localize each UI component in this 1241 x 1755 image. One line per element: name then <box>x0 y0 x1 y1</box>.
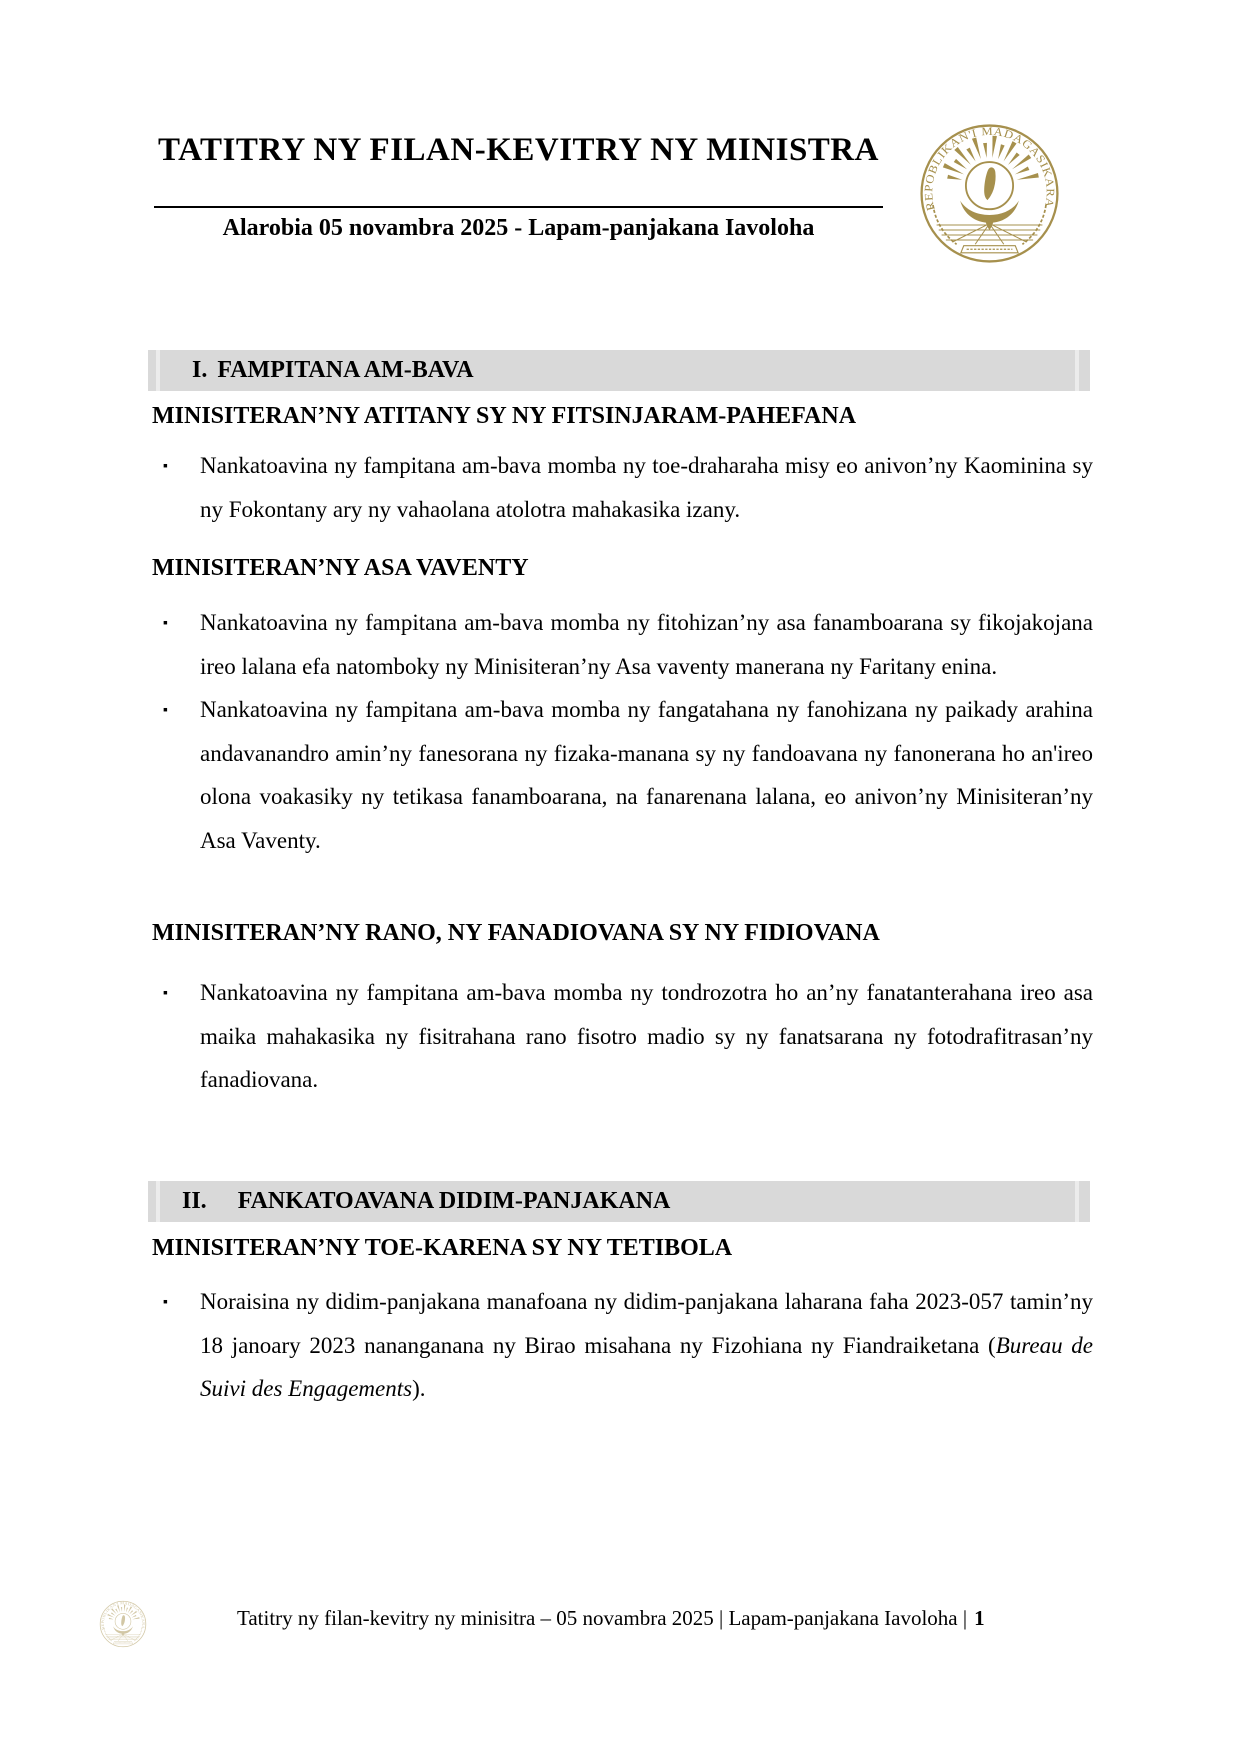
bullet-marker: ▪ <box>163 459 168 474</box>
section-2-title: FANKATOAVANA DIDIM-PANJAKANA <box>237 1188 671 1214</box>
section-2-bar <box>148 1181 1090 1222</box>
list-item <box>152 1280 1093 1411</box>
bullet-text: Nankatoavina ny fampitana am-bava momba ny toe-draharaha misy eo anivon’ny Kaominina sy ny Fokontany ary ny vahaolana atolotra mahakasika izany. <box>200 453 1093 522</box>
bullet-text: Nankatoavina ny fampitana am-bava momba ny fangatahana ny fanohizana ny paikady arahina andavanandro amin’ny fanesorana ny fizaka-manana sy ny fandoavana ny fanonerana ho an'ireo olona voakasiky ny tetikasa fanamboarana, na fanarenana lalana, eo anivon’ny Minisiteran’ny Asa Vaventy. <box>200 697 1093 853</box>
bullet-text: Nankatoavina ny fampitana am-bava momba ny fitohizan’ny asa fanamboarana sy fikojakojana ireo lalana efa natomboky ny Minisiteran’ny Asa vaventy manerana ny Faritany enina. <box>200 610 1093 679</box>
bullet-text-prefix: Noraisina ny didim-panjakana manafoana ny didim-panjakana laharana faha 2023-057 tamin’ny 18 janoary 2023 nananganana ny Birao misahana ny Fizohiana ny Fiandraiketana ( <box>200 1289 1093 1358</box>
ministry-heading-rano: MINISITERAN’NY RANO, NY FANADIOVANA SY NY FIDIOVANA <box>152 920 880 946</box>
list-item <box>152 444 1093 531</box>
title-divider <box>154 206 883 208</box>
madagascar-seal-icon <box>918 122 1061 265</box>
bullet-list <box>152 1280 1093 1411</box>
bullet-text-italic: Bureau de Suivi des Engagements <box>200 1332 1093 1401</box>
document-title: TATITRY NY FILAN-KEVITRY NY MINISTRA <box>158 132 879 168</box>
bar-notch <box>156 1181 160 1222</box>
ministry-heading-asa-vaventy: MINISITERAN’NY ASA VAVENTY <box>152 555 529 581</box>
ministry-heading-toe-karena: MINISITERAN’NY TOE-KARENA SY NY TETIBOLA <box>152 1235 733 1261</box>
section-1-bar <box>148 350 1090 391</box>
bar-notch <box>156 350 160 391</box>
bullet-marker: ▪ <box>163 703 168 718</box>
madagascar-seal-icon-small <box>99 1600 147 1648</box>
bullet-text: Nankatoavina ny fampitana am-bava momba ny tondrozotra ho an’ny fanatanterahana ireo asa maika mahakasika ny fisitrahana rano fisotro madio sy ny fanatsarana ny fotodrafitrasan’ny fanadiovana. <box>200 980 1093 1092</box>
bullet-list <box>152 444 1093 531</box>
bullet-text <box>200 1289 1093 1401</box>
bar-notch <box>1075 350 1079 391</box>
footer-caption: Tatitry ny filan-kevitry ny minisitra – 05 novambra 2025 | Lapam-panjakana Iavoloha | <box>237 1606 968 1630</box>
footer <box>237 1604 985 1632</box>
section-1-number: I. <box>192 357 208 383</box>
ministry-heading-atitany: MINISITERAN’NY ATITANY SY NY FITSINJARAM-PAHEFANA <box>152 403 857 429</box>
list-item <box>152 601 1093 688</box>
section-2-number: II. <box>182 1188 207 1214</box>
bullet-marker: ▪ <box>163 986 168 1001</box>
bullet-marker: ▪ <box>163 616 168 631</box>
document-subtitle: Alarobia 05 novambra 2025 - Lapam-panjakana Iavoloha <box>222 215 815 241</box>
bullet-marker: ▪ <box>163 1295 168 1310</box>
bullet-list <box>152 601 1093 862</box>
page-number: 1 <box>974 1606 985 1630</box>
list-item <box>152 971 1093 1102</box>
section-1-title: FAMPITANA AM-BAVA <box>217 357 474 383</box>
bullet-list <box>152 971 1093 1102</box>
list-item <box>152 688 1093 862</box>
bar-notch <box>1075 1181 1079 1222</box>
bullet-text-suffix: ). <box>412 1376 426 1401</box>
